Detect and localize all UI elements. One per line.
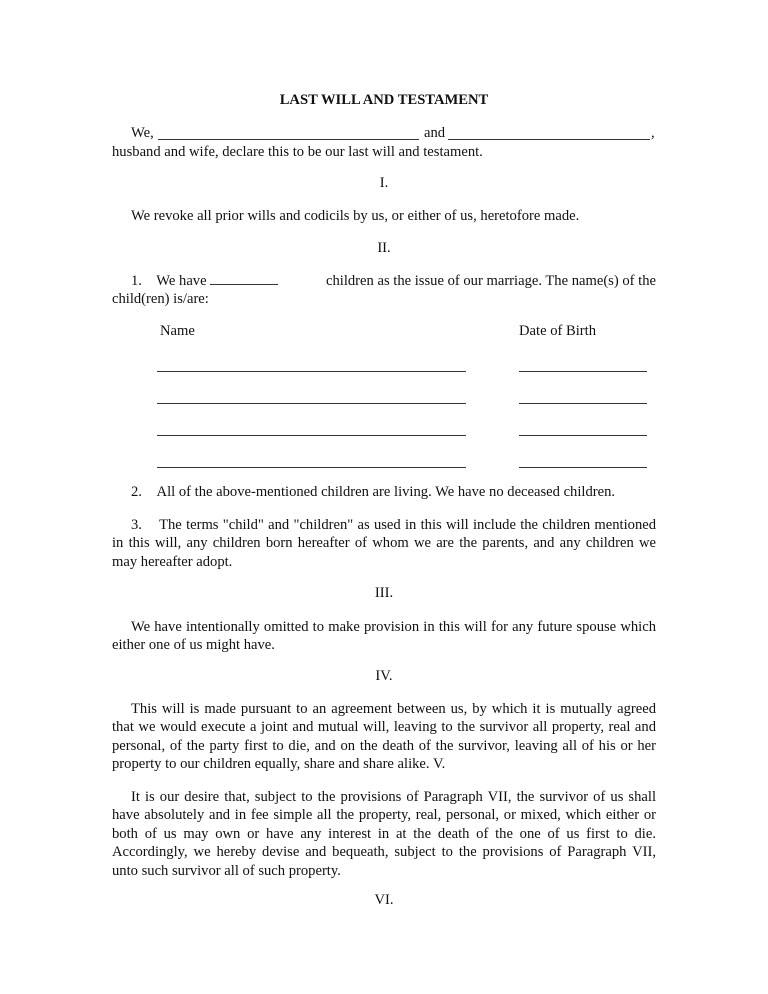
section-heading-6: VI. (374, 892, 394, 908)
para-text: All of the above-mentioned children are living. We have no deceased children. (156, 484, 616, 500)
section-2-para-3 (112, 516, 656, 571)
child-name-field[interactable] (157, 435, 466, 436)
document-title: LAST WILL AND TESTAMENT (279, 92, 489, 108)
section-heading-1: I. (379, 175, 389, 191)
section-2-para-1 (112, 272, 656, 309)
spouse2-name-field[interactable] (448, 139, 650, 140)
column-header-name: Name (160, 323, 195, 339)
children-count-field[interactable] (210, 272, 278, 285)
child-dob-field[interactable] (519, 435, 647, 436)
section-heading-4: IV. (375, 668, 393, 684)
intro-line2: husband and wife, declare this to be our last will and testament. (112, 144, 483, 160)
intro-we: We, (131, 125, 154, 141)
child-dob-field[interactable] (519, 371, 647, 372)
para-number: 3. (131, 517, 142, 533)
child-name-field[interactable] (157, 371, 466, 372)
child-dob-field[interactable] (519, 403, 647, 404)
section-4-text: This will is made pursuant to an agreement between us, by which it is mutually agreed that we would execute a joint and mutual will, leaving to the survivor all property, real and personal, of the party first to die, and on the death of the survivor, leaving all of his or her property to our children equally, share and share alike. V. (112, 701, 656, 773)
para-number: 1. (131, 273, 142, 289)
section-3-text: We have intentionally omitted to make provision in this will for any future spouse which either one of us might have. (112, 619, 656, 654)
section-5-text: It is our desire that, subject to the provisions of Paragraph VII, the survivor of us shall have absolutely and in fee simple all the property, real, personal, or mixed, which either or both of us may own or have any interest in at the death of the one of us first to die. Accordingly, we hereby devise and bequeath, subject to the provisions of Paragraph VII, unto such survivor all of such property. (112, 789, 656, 879)
we-have-text: We have (156, 273, 207, 289)
para-text: The terms "child" and "children" as used in this will include the children mentioned in this will, any children born hereafter of whom we are the parents, and any children we may hereafter adopt. (112, 517, 657, 570)
section-2-para-2 (131, 484, 615, 501)
column-header-dob: Date of Birth (519, 323, 597, 339)
para-number: 2. (131, 484, 142, 500)
section-heading-2: II. (377, 240, 391, 256)
child-dob-field[interactable] (519, 467, 647, 468)
section-1-text: We revoke all prior wills and codicils by us, or either of us, heretofore made. (131, 208, 580, 224)
section-heading-3: III. (374, 585, 394, 601)
children-text: children as the issue of our marriage. The name(s) of the (326, 273, 656, 289)
children-list-label: child(ren) is/are: (112, 291, 209, 308)
child-name-field[interactable] (157, 467, 466, 468)
spouse1-name-field[interactable] (158, 139, 419, 140)
intro-and: and (424, 125, 446, 141)
child-name-field[interactable] (157, 403, 466, 404)
intro-comma: , (651, 125, 655, 141)
